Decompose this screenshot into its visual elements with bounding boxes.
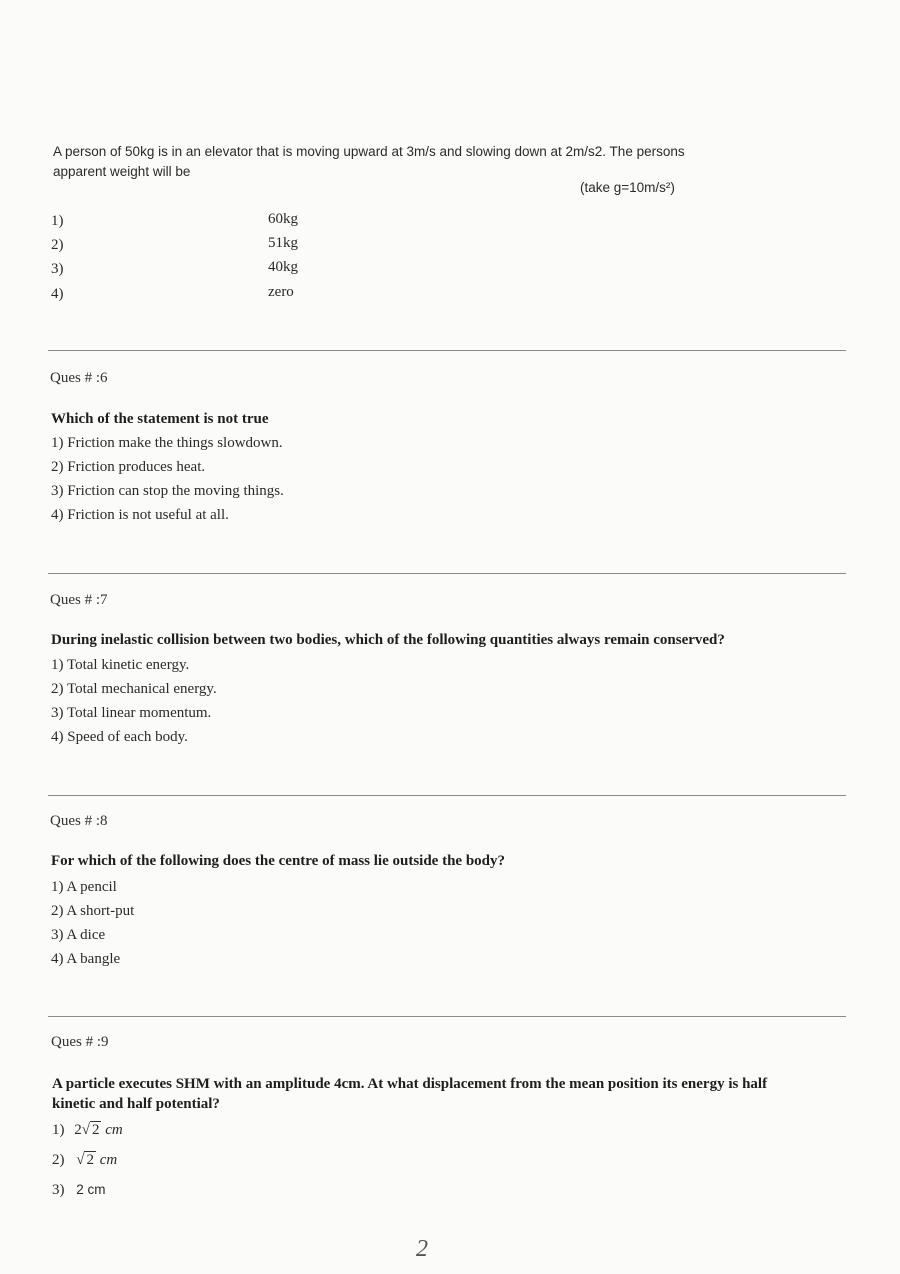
q6-label: Ques # :6 — [50, 370, 108, 386]
q7-question-text: During inelastic collision between two bodies, which of the following quantities always remain conserved? — [51, 632, 725, 648]
q6-option-4: 4) Friction is not useful at all. — [51, 507, 229, 523]
q9-option-3 — [52, 1182, 106, 1199]
q8-label: Ques # :8 — [50, 813, 108, 829]
q8-option-1: 1) A pencil — [51, 879, 117, 895]
q7-option-4: 4) Speed of each body. — [51, 729, 188, 745]
q6-option-1: 1) Friction make the things slowdown. — [51, 435, 283, 451]
q5-option-2-number: 2) — [51, 237, 64, 253]
q5-option-4-value: zero — [268, 284, 294, 300]
q5-option-1-number: 1) — [51, 213, 64, 229]
q8-question-text: For which of the following does the centre of mass lie outside the body? — [51, 853, 506, 869]
divider-q7-q8 — [48, 795, 846, 796]
q9-option-1-expression — [74, 1122, 122, 1138]
q5-gravity-note: (take g=10m/s²) — [580, 180, 675, 195]
q9-question-text: A particle executes SHM with an amplitude 4cm. At what displacement from the mean position its energy is half kinetic and half potential? — [52, 1076, 768, 1112]
q7-option-3: 3) Total linear momentum. — [51, 705, 212, 721]
q7-option-2: 2) Total mechanical energy. — [51, 681, 217, 697]
q8-option-2: 2) A short-put — [51, 903, 135, 919]
q5-option-4-number: 4) — [51, 286, 64, 302]
q9-option-1-number: 1) — [52, 1122, 65, 1138]
q8-option-3: 3) A dice — [51, 927, 106, 943]
divider-q8-q9 — [48, 1016, 846, 1017]
q5-option-2-value: 51kg — [268, 235, 298, 251]
q9-option-2 — [52, 1152, 117, 1169]
q7-option-1: 1) Total kinetic energy. — [51, 657, 190, 673]
q9-option-2-unit: cm — [99, 1152, 118, 1168]
q9-option-3-value: 2 cm — [76, 1182, 106, 1197]
divider-q5-q6 — [48, 350, 846, 351]
q5-question-text: A person of 50kg is in an elevator that is moving upward at 3m/s and slowing down at 2m/s2. The persons apparent weight will be — [53, 144, 685, 179]
q6-option-3: 3) Friction can stop the moving things. — [51, 483, 284, 499]
q9-option-1-coefficient: 2 — [74, 1122, 82, 1138]
divider-q6-q7 — [48, 573, 846, 574]
q8-option-4: 4) A bangle — [51, 951, 121, 967]
q9-option-2-number: 2) — [52, 1152, 65, 1168]
q9-option-1-unit: cm — [105, 1122, 123, 1138]
q5-option-3-number: 3) — [51, 261, 64, 277]
q5-option-1-value: 60kg — [268, 211, 298, 227]
q9-label: Ques # :9 — [51, 1034, 109, 1050]
square-root-icon: √ 2 — [81, 1122, 100, 1138]
q9-option-1 — [52, 1122, 123, 1139]
q9-option-3-number: 3) — [52, 1182, 65, 1198]
q9-option-1-radicand: 2 — [91, 1122, 100, 1138]
q5-option-3-value: 40kg — [268, 259, 298, 275]
q9-option-2-radicand: 2 — [86, 1152, 94, 1168]
q6-question-text: Which of the statement is not true — [51, 411, 269, 427]
q9-option-2-expression — [76, 1152, 117, 1168]
q7-label: Ques # :7 — [50, 592, 108, 608]
page-number: 2 — [416, 1236, 428, 1262]
q6-option-2: 2) Friction produces heat. — [51, 459, 206, 475]
square-root-icon: √ 2 — [76, 1152, 94, 1168]
